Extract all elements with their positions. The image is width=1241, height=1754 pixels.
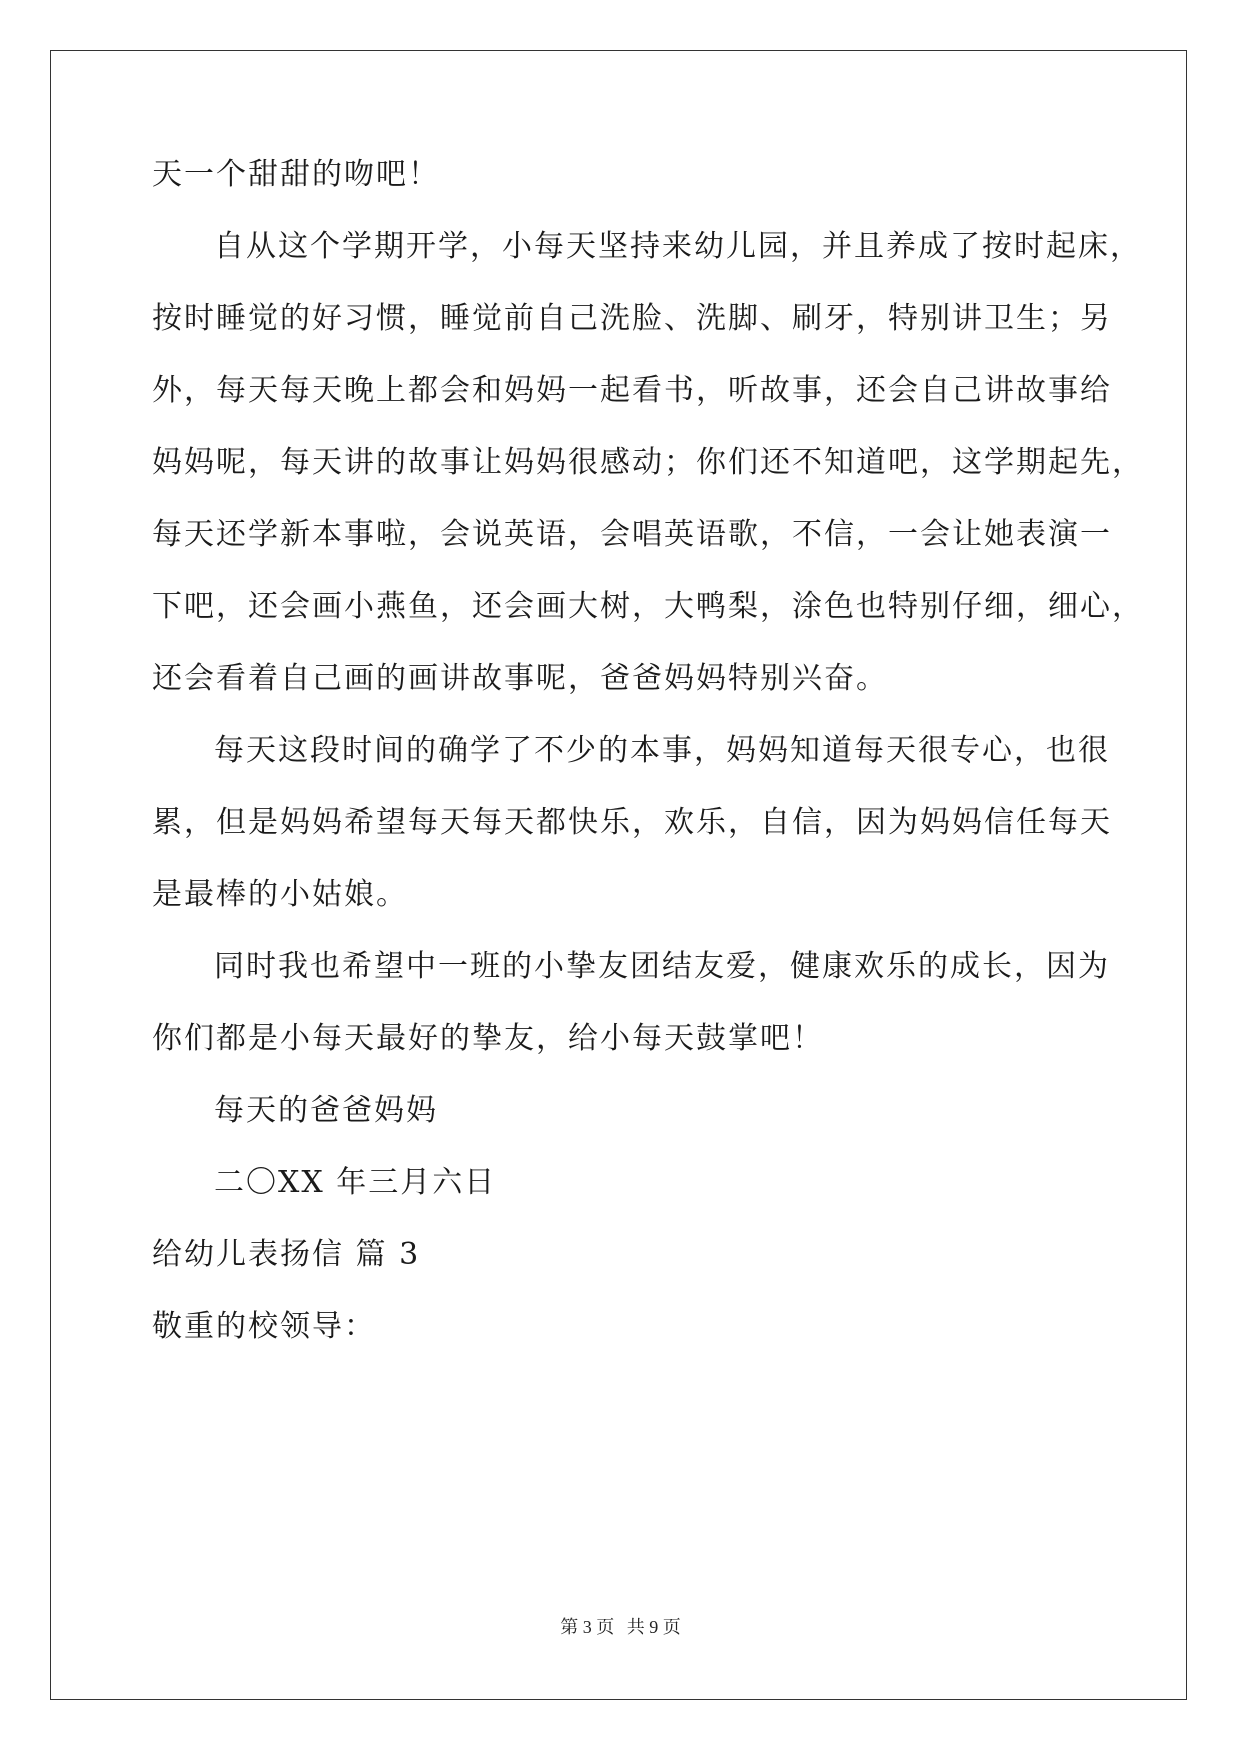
paragraph-line: 还会看着自己画的画讲故事呢，爸爸妈妈特别兴奋。 [152,661,888,696]
paragraph-line: 每天这段时间的确学了不少的本事，妈妈知道每天很专心，也很 [214,733,1110,768]
paragraph-line: 每天还学新本事啦，会说英语，会唱英语歌，不信，一会让她表演一 [152,517,1112,552]
page-total: 共 9 页 [626,1617,681,1637]
paragraph-line: 自从这个学期开学，小每天坚持来幼儿园，并且养成了按时起床， [214,229,1142,264]
date-line: 二〇XX 年三月六日 [214,1165,497,1200]
signature-line: 每天的爸爸妈妈 [214,1093,438,1128]
section-heading: 给幼儿表扬信 篇 3 [152,1237,421,1272]
salutation-line: 敬重的校领导： [152,1309,376,1344]
text-line: 天一个甜甜的吻吧！ [152,157,440,192]
paragraph-line: 是最棒的小姑娘。 [152,877,408,912]
paragraph-line: 累，但是妈妈希望每天每天都快乐，欢乐，自信，因为妈妈信任每天 [152,805,1112,840]
paragraph-line: 妈妈呢，每天讲的故事让妈妈很感动；你们还不知道吧，这学期起先， [152,445,1144,480]
paragraph-line: 下吧，还会画小燕鱼，还会画大树，大鸭梨，涂色也特别仔细，细心， [152,589,1144,624]
page-number: 第 3 页 [560,1617,615,1637]
paragraph-line: 外，每天每天晚上都会和妈妈一起看书，听故事，还会自己讲故事给 [152,373,1112,408]
paragraph-line: 按时睡觉的好习惯，睡觉前自己洗脸、洗脚、刷牙，特别讲卫生；另 [152,301,1112,336]
page-footer [0,1616,1241,1638]
paragraph-line: 你们都是小每天最好的挚友，给小每天鼓掌吧！ [152,1021,824,1056]
paragraph-line: 同时我也希望中一班的小挚友团结友爱，健康欢乐的成长，因为 [214,949,1110,984]
